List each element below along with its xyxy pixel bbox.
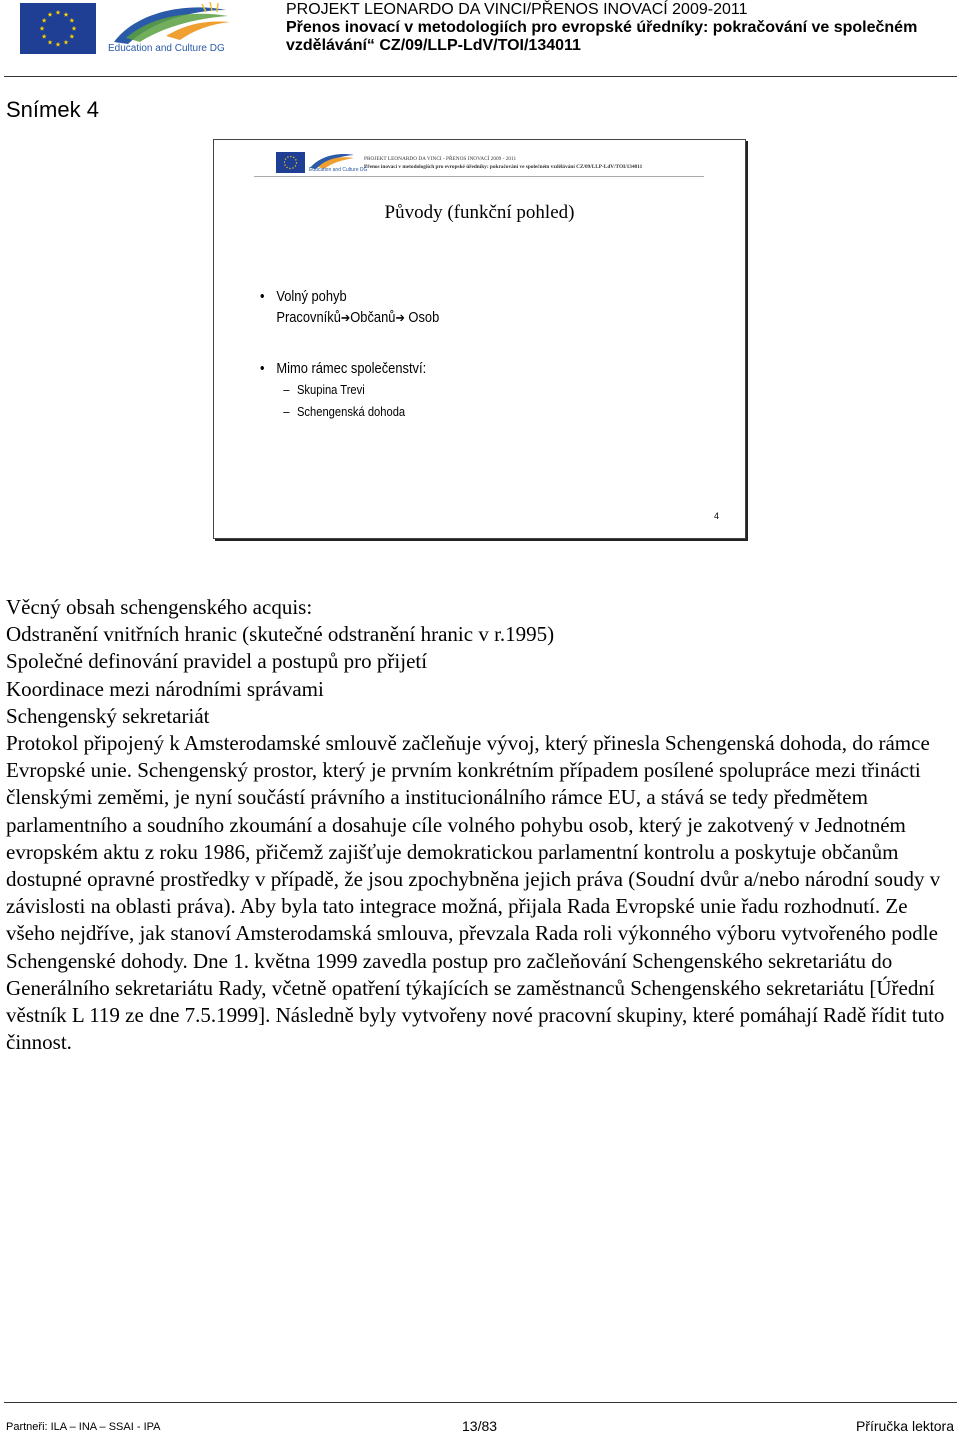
footer-divider <box>4 1402 957 1403</box>
slide-label: Snímek 4 <box>6 97 99 122</box>
slide-header-text <box>364 155 734 171</box>
header-text <box>286 1 956 55</box>
body-line: Odstranění vnitřních hranic (skutečné odstranění hranic v r.1995) <box>6 622 555 647</box>
header-line-2: Přenos inovací v metodologiích pro evropské úředníky: pokračování ve společném <box>286 19 918 36</box>
body-line: Společné definování pravidel a postupů pro přijetí <box>6 649 428 674</box>
arrow-right-icon: ➔ <box>340 310 351 325</box>
body-text <box>6 594 956 1056</box>
body-line: Věcný obsah schengenského acquis: <box>6 595 313 619</box>
sub-bullet-item <box>260 379 656 401</box>
slide-eu-flag-icon <box>276 152 305 173</box>
slide-page-number: 4 <box>713 511 719 521</box>
dash-icon: – <box>283 382 290 397</box>
slide-bullets <box>260 286 656 423</box>
header-divider <box>4 76 957 77</box>
slide-header-divider <box>254 176 704 177</box>
sub-bullet-text: Skupina Trevi <box>296 382 365 397</box>
bullet-text: Volný pohyb <box>276 288 347 305</box>
bullet-dot-icon: • <box>260 360 265 377</box>
slide-header-line-1: PROJEKT LEONARDO DA VINCI - PŘENOS INOVACÍ 2009 - 2011 <box>364 156 517 162</box>
bullet-part-workers: Pracovníků <box>276 309 341 326</box>
logo-caption: Education and Culture DG <box>108 43 225 54</box>
slide-thumbnail <box>213 139 746 539</box>
body-paragraph: Protokol připojený k Amsterodamské smlouvě začleňuje vývoj, který přinesla Schengenská dohoda, do rámce Evropské unie. Schengenský prostor, který je prvním konkrétním případem posílené spolupráce mezi třinácti členskými zeměmi, je nyní součástí právního a institucionálního rámce EU, a stává se tedy předmětem parlamentního a soudního zkoumání a dosahuje cíle volného pohybu osob, který je zakotvený v Jednotném evropském aktu z roku 1986, přičemž zajišťuje demokratickou parlamentní kontrolu a poskytuje občanům dostupné opravné prostředky v případě, že jsou zpochybněna jejich práva (Soudní dvůr a/nebo národní soudy v závislosti na oblasti práva). Aby byla tato integrace možná, přijala Rada Evropské unie řadu rozhodnutí. Ze všeho nejdříve, jak stanoví Amsterodamská smlouva, převzala Rada roli výkonného výboru vytvořeného podle Schengenské dohody. Dne 1. května 1999 zavedla postup pro začleňování Schengenského sekretariátu do Generálního sekretariátu Rady, včetně opatření týkajících se zaměstnanců Schengenského sekretariátu [Úřední věstník L 119 ze dne 7.5.1999]. Následně byly vytvořeny nové pracovní skupiny, které pomáhají Radě řídit tuto činnost. <box>6 731 945 1055</box>
body-line: Koordinace mezi národními správami <box>6 676 324 701</box>
sub-bullet-item <box>260 401 656 423</box>
bullet-text: Mimo rámec společenství: <box>276 360 427 377</box>
bullet-item <box>260 358 656 379</box>
body-line: Schengenský sekretariát <box>6 703 210 728</box>
bullet-dot-icon: • <box>260 288 265 305</box>
bullet-part-citizens: Občanů <box>350 309 396 326</box>
bullet-part-persons: Osob <box>408 309 440 326</box>
footer-partners: Partneři: ILA – INA – SSAI - IPA <box>6 1421 161 1433</box>
bullet-text-line-2 <box>276 307 655 328</box>
header-line-1: PROJEKT LEONARDO DA VINCI/PŘENOS INOVACÍ 2009-2011 <box>286 1 748 18</box>
slide-logo-caption: Education and Culture DG <box>309 167 368 173</box>
footer-title: Příručka lektora <box>855 1418 954 1434</box>
sub-bullet-text: Schengenská dohoda <box>296 404 406 419</box>
arrow-right-icon: ➔ <box>395 310 405 325</box>
footer-page-number: 13/83 <box>462 1418 498 1434</box>
slide-heading: Původy (funkční pohled) <box>384 202 575 223</box>
bullet-item <box>260 286 656 328</box>
dash-icon: – <box>283 404 290 419</box>
slide-header-line-2: Přenos inovací v metodologiích pro evropské úředníky: pokračování ve společném vzdělávání CZ/09/LLP-LdV/TOI/134011 <box>364 164 643 170</box>
eu-flag-icon <box>20 3 96 54</box>
header-line-3: vzdělávání“ CZ/09/LLP-LdV/TOI/134011 <box>286 37 581 54</box>
page-header <box>0 0 960 80</box>
